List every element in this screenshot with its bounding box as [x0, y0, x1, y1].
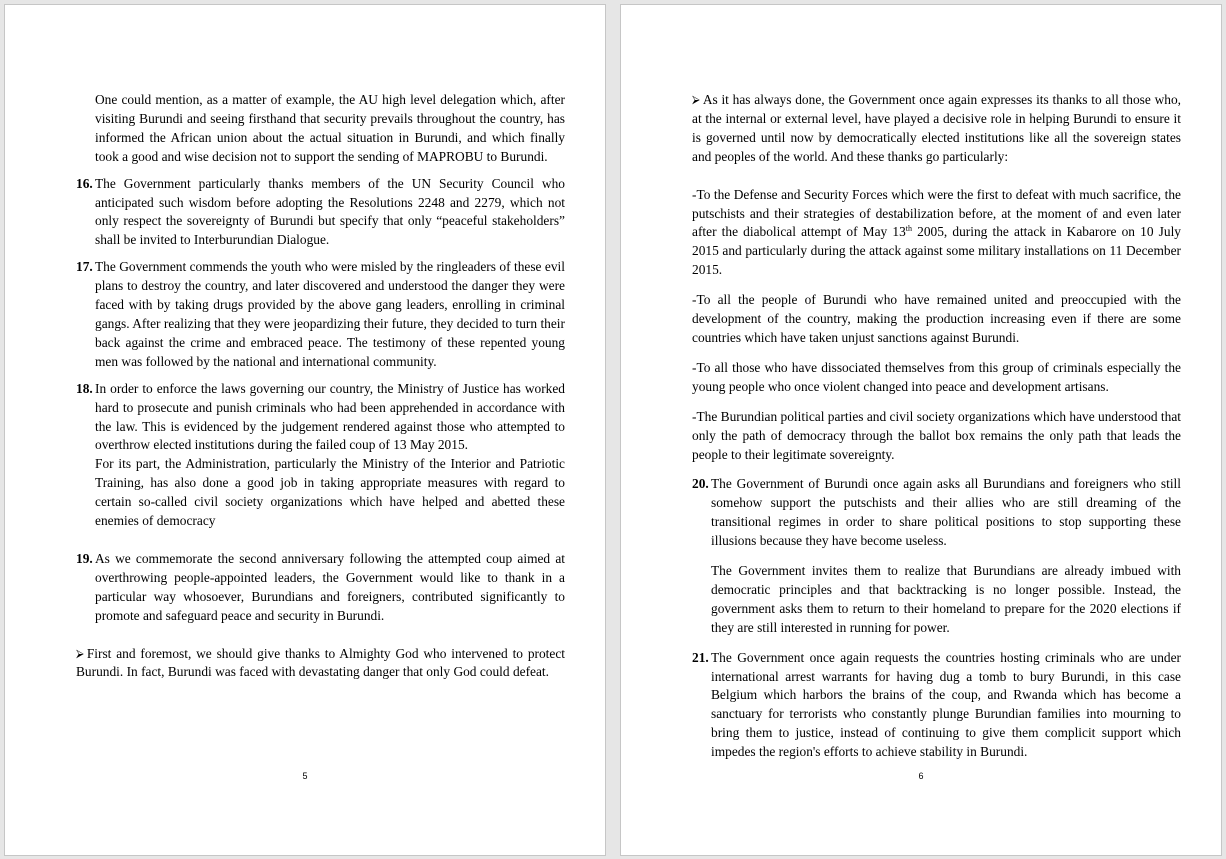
numbered-item-16 — [76, 175, 565, 251]
item-text: In order to enforce the laws governing our country, the Ministry of Justice has worked hard to prosecute and punish criminals who had been apprehended in accordance with the law. This is evidenced by the judgement rendered against those who attempted to overthrow elected institutions during the failed coup of 13 May 2015. — [95, 380, 565, 453]
numbered-item-19 — [76, 550, 565, 626]
item-text: The Government of Burundi once again asks all Burundians and foreigners who still somehow support the putschists and their allies who are still dreaming of the transitional regimes in order to share political positions to stop supporting these illusions because they have become useless. — [711, 476, 1181, 549]
item-text: As we commemorate the second anniversary following the attempted coup aimed at overthrowing people-appointed leaders, the Government would like to thank in a particular way whosoever, Burundians and foreigners, contributed significantly to promote and safeguard peace and security in Burundi. — [95, 550, 565, 623]
page-6-body — [692, 91, 1181, 762]
page-number: 6 — [918, 771, 924, 781]
bullet-thanks-all — [692, 91, 1181, 167]
bullet-text: As it has always done, the Government once again expresses its thanks to all those who, at the internal or external level, have played a decisive role in helping Burundi to ensure it is governed until now by democratically elected institutions like all the sovereign states and peoples of the world. And these thanks go particularly: — [692, 92, 1181, 164]
thanks-defense-text-end: 2005, during the attack in Kabarore on 10 July 2015 and particularly during the attack against some military installations on 11 December 2015. — [692, 224, 1181, 278]
item-text: The Government once again requests the countries hosting criminals who are under international arrest warrants for having dug a tomb to bury Burundi, in this case Belgium which harbors the brains of the coup, and Rwanda which has become a sanctuary for terrorists who constantly plunge Burundian families into mourning to bring them to justice, instead of continuing to give them complicit support which impedes the region's efforts to achieve stability in Burundi. — [711, 649, 1181, 760]
arrow-bullet-icon: ⮚ — [76, 647, 84, 660]
item-number: 16. — [76, 175, 93, 191]
item-number: 17. — [76, 259, 93, 275]
item-number: 21. — [692, 649, 709, 665]
item-text-continued: For its part, the Administration, particularly the Ministry of the Interior and Patriotic Training, has also done a good job in taking appropriate measures with regard to certain so-called civil society organizations which have helped and abetted these enemies of democracy — [95, 456, 565, 529]
numbered-item-18 — [76, 380, 565, 531]
thanks-dissociated: -To all those who have dissociated themselves from this group of criminals especially the young people who once violent changed into peace and development artisans. — [692, 359, 1181, 394]
thanks-defense-forces — [692, 186, 1181, 281]
thanks-people: -To all the people of Burundi who have remained united and preoccupied with the development of the country, making the production increasing even if there are some countries which have taken unjust sanctions against Burundi. — [692, 292, 1181, 345]
bullet-thanks-god — [76, 645, 565, 683]
item-text: The Government commends the youth who were misled by the ringleaders of these evil plans to destroy the country, and later discovered and understood the danger they were faced with by taking drugs provided by the above gang leaders, enrolling in criminal gangs. After realizing that they were jeopardizing their future, they decided to turn their back against the crime and embraced peace. The testimony of these repented young men was followed by the national and international community. — [95, 259, 565, 369]
bullet-text: First and foremost, we should give thanks to Almighty God who intervened to protect Burundi. In fact, Burundi was faced with devastating danger that only God could defeat. — [76, 645, 565, 680]
numbered-item-20 — [692, 475, 1181, 637]
page-number: 5 — [302, 771, 308, 781]
item-text: The Government particularly thanks members of the UN Security Council who anticipated such wisdom before adopting the Resolutions 2248 and 2279, which not only respect the sovereignty of Burundi but specify that only “peaceful stakeholders” shall be invited to Interburundian Dialogue. — [95, 175, 565, 248]
item-number: 18. — [76, 380, 93, 396]
page-5-body — [76, 91, 565, 682]
document-page-6 — [620, 4, 1222, 856]
thanks-political-parties: -The Burundian political parties and civil society organizations which have understood that only the path of democracy through the ballot box remains the only path that leads the people to their legitimate sovereignty. — [692, 408, 1181, 462]
item-number: 19. — [76, 550, 93, 566]
numbered-item-21 — [692, 649, 1181, 762]
ordinal-suffix: th — [905, 224, 912, 234]
item-number: 20. — [692, 476, 709, 492]
arrow-bullet-icon: ⮚ — [692, 94, 700, 106]
numbered-item-17 — [76, 258, 565, 371]
document-page-5 — [4, 4, 606, 856]
paragraph-au-delegation: One could mention, as a matter of example, the AU high level delegation which, after visiting Burundi and seeing firsthand that security prevails throughout the country, has informed the African union about the actual situation in Burundi, and which finally took a good and wise decision not to support the sending of MAPROBU to Burundi. — [95, 92, 565, 164]
item-text-continued: The Government invites them to realize that Burundians are already imbued with democratic principles and that backtracking is no longer possible. Instead, the government asks them to return to their homeland to prepare for the 2020 elections if they are still interested in running for power. — [711, 563, 1181, 635]
thanks-defense-text: -To the Defense and Security Forces which were the first to defeat with much sacrifice, the putschists and their strategies of destabilization before, at the moment of and even later after the diabolical attempt of May 13 — [692, 186, 1181, 240]
